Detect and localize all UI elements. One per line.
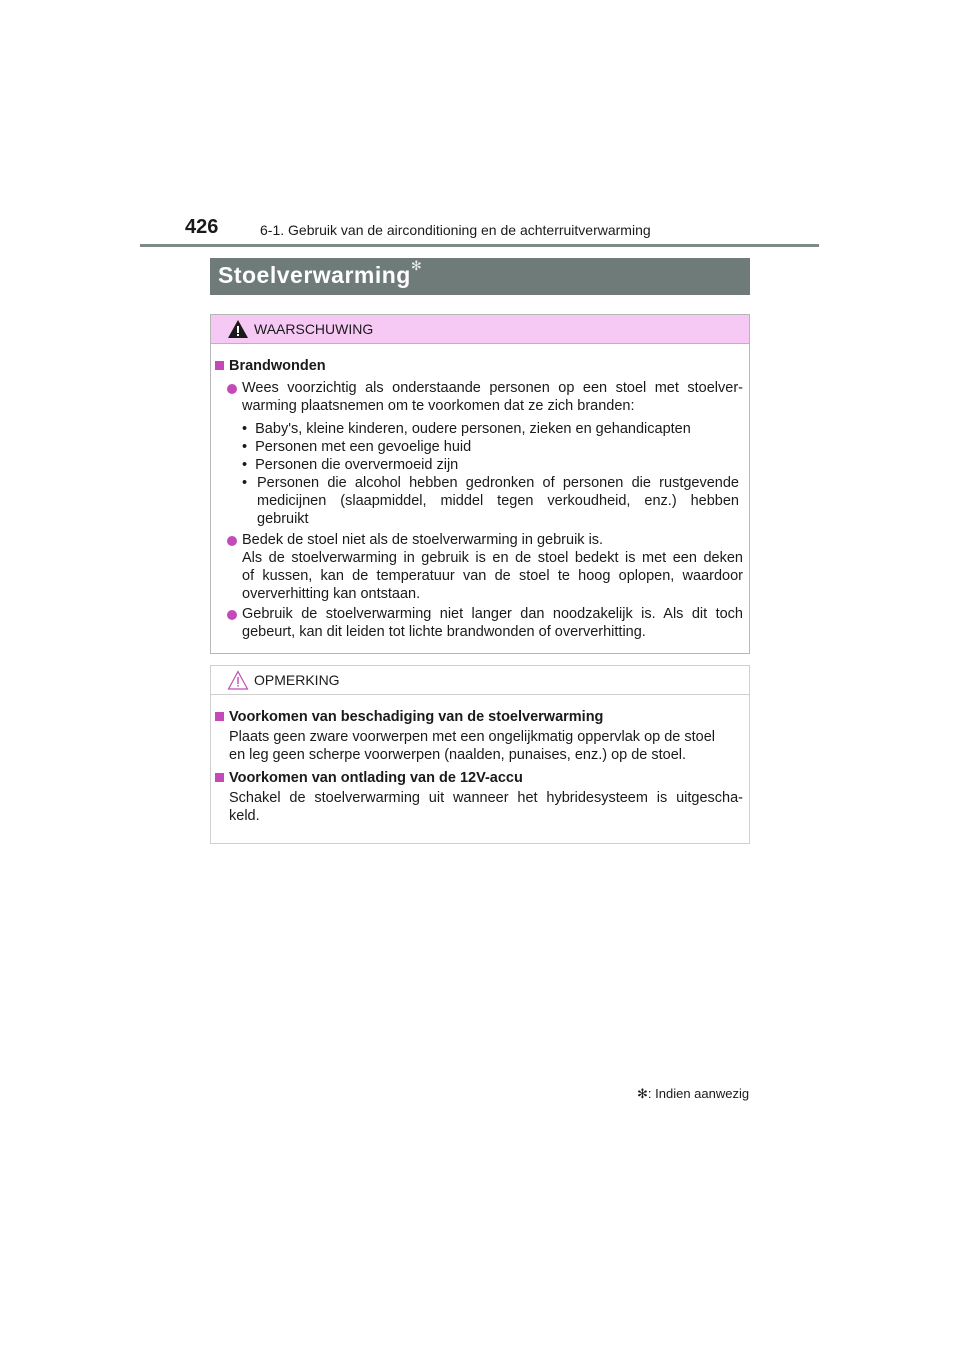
warning-item-text: Gebruik de stoelverwarming niet langer dan noodzakelijk is. Als dit toch [242,606,743,622]
circle-bullet-icon [227,536,237,546]
warning-item-text: oververhitting kan ontstaan. [242,586,421,602]
caution-triangle-icon [227,670,249,690]
footnote-text: : Indien aanwezig [647,1086,750,1101]
chapter-title: 6-1. Gebruik van de airconditioning en de achterruitverwarming [260,222,651,238]
list-item-text: Personen die alcohol hebben gedronken of personen die rustgevende [257,475,739,491]
list-item-text: gebruikt [257,511,309,527]
list-item: • Baby's, kleine kinderen, oudere personen, zieken en gehandicapten [242,421,691,437]
warning-item-text: of kussen, kan de temperatuur van de stoel te hoog oplopen, waardoor [242,568,743,584]
asterisk-icon: ✻ [410,258,423,273]
warning-triangle-icon [227,319,249,339]
warning-item-text: Als de stoelverwarming in gebruik is en de stoel bedekt is met een deken [242,550,743,566]
notice-heading: Voorkomen van ontlading van de 12V-accu [215,769,523,787]
warning-header [211,315,749,344]
section-title: Stoelverwarming ✻ [218,258,423,288]
notice-text: Schakel de stoelverwarming uit wanneer het hybridesysteem is uitgescha- [229,790,743,806]
notice-header [211,666,749,695]
square-bullet-icon [215,712,224,721]
asterisk-icon: ✻ [637,1086,648,1101]
warning-box [210,314,750,654]
warning-label: WAARSCHUWING [254,321,374,337]
footnote [637,1086,749,1102]
list-item-text: medicijnen (slaapmiddel, middel tegen verkoudheid, enz.) hebben [257,493,739,509]
section-title-bar [210,258,750,295]
circle-bullet-icon [227,610,237,620]
notice-heading: Voorkomen van beschadiging van de stoelverwarming [215,708,603,726]
square-bullet-icon [215,773,224,782]
header-divider [140,244,819,247]
square-bullet-icon [215,361,224,370]
notice-label: OPMERKING [254,672,340,688]
list-item: • Personen die oververmoeid zijn [242,457,459,473]
warning-item-text: Bedek de stoel niet als de stoelverwarming in gebruik is. [242,532,604,548]
warning-item-text: warming plaatsnemen om te voorkomen dat ze zich branden: [242,398,635,414]
page-number: 426 [185,216,219,238]
warning-heading: Brandwonden [215,357,326,375]
page-header [185,216,825,246]
notice-text: keld. [229,808,260,824]
warning-item-text: Wees voorzichtig als onderstaande personen op een stoel met stoelver- [242,380,743,396]
warning-item-text: gebeurt, kan dit leiden tot lichte brandwonden of oververhitting. [242,624,646,640]
notice-text: en leg geen scherpe voorwerpen (naalden, punaises, enz.) op de stoel. [229,747,687,763]
notice-text: Plaats geen zware voorwerpen met een ongelijkmatig oppervlak op de stoel [229,729,716,745]
list-item: • Personen met een gevoelige huid [242,439,472,455]
circle-bullet-icon [227,384,237,394]
notice-box [210,665,750,844]
list-item: • [242,475,248,491]
